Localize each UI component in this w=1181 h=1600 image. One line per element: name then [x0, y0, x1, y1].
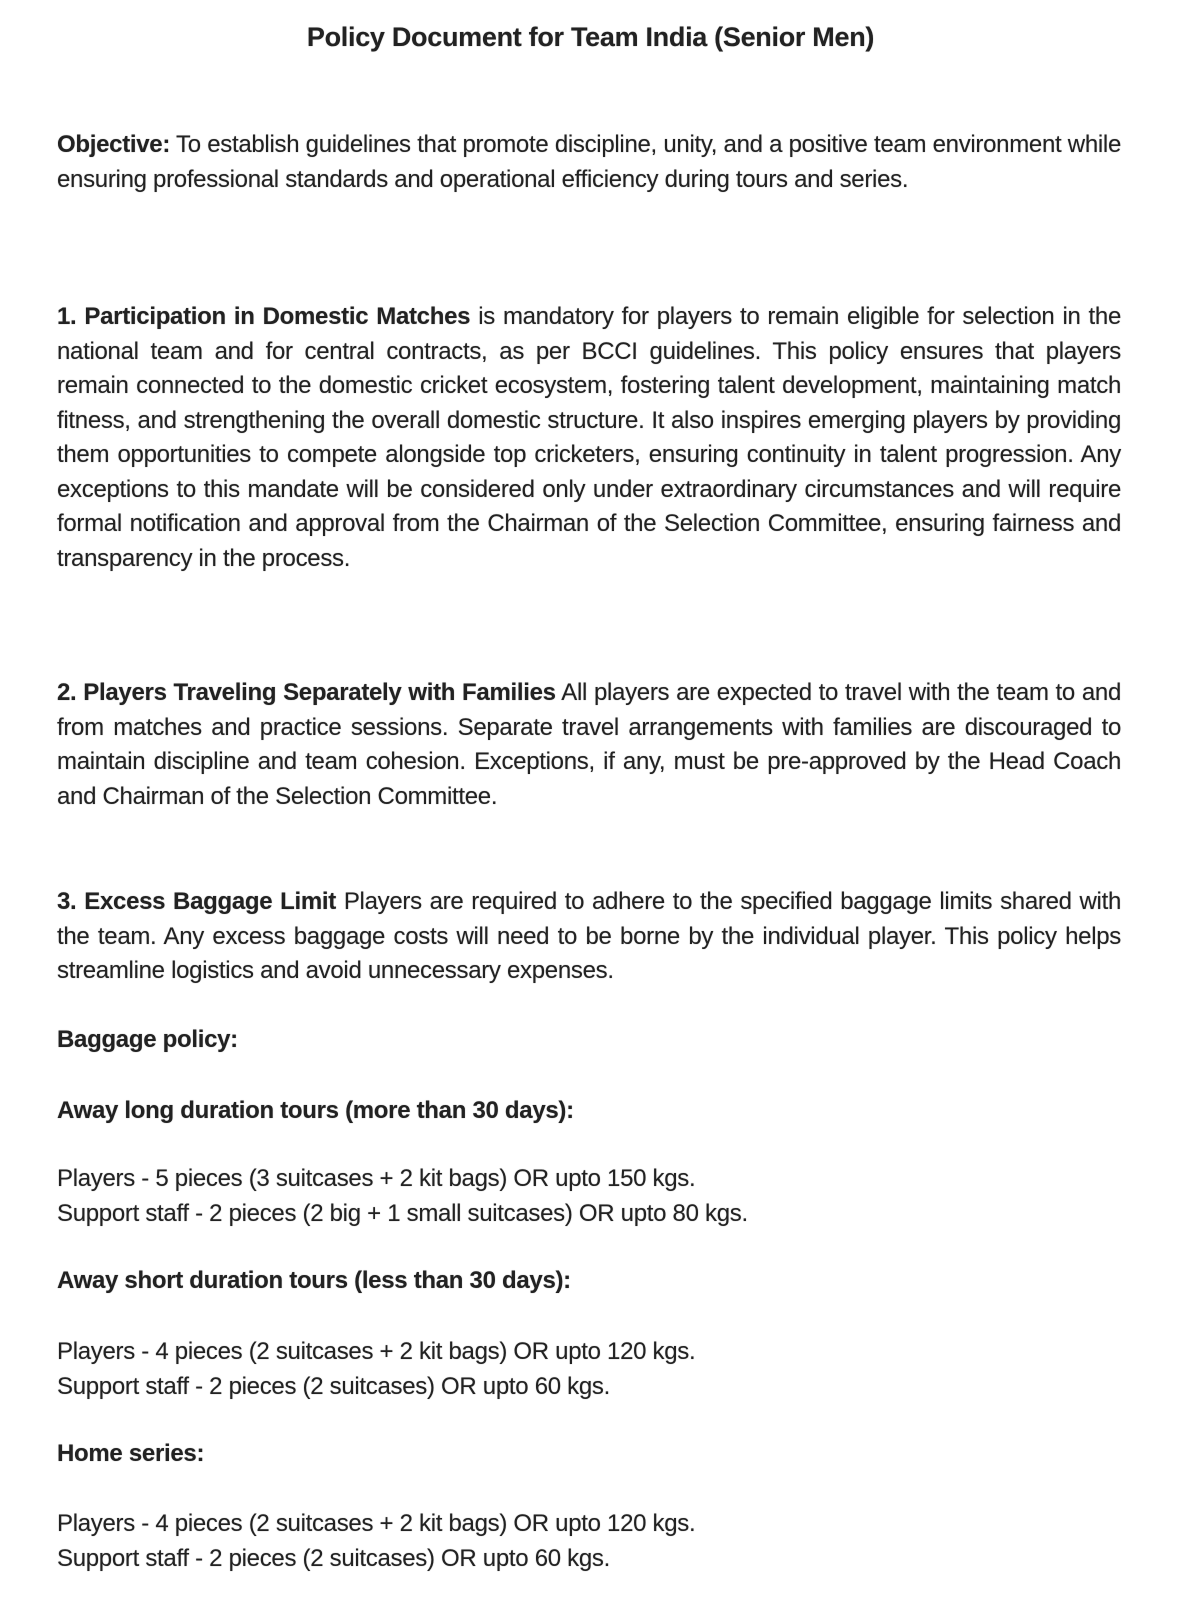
- section-2-paragraph: [57, 676, 1121, 814]
- objective-text: To establish guidelines that promote discipline, unity, and a positive team environment while ensuring professional standards and operational efficiency during tours and series.: [57, 131, 1121, 193]
- section-1-heading: 1. Participation in Domestic Matches: [57, 303, 471, 330]
- objective-paragraph: [57, 128, 1121, 197]
- section-3-heading: 3. Excess Baggage Limit: [57, 888, 336, 915]
- away-short-tours-heading: Away short duration tours (less than 30 days):: [57, 1267, 571, 1294]
- section-2-heading: 2. Players Traveling Separately with Families: [57, 679, 556, 706]
- objective-label: Objective:: [57, 131, 171, 158]
- away-long-tours-lines: [57, 1162, 1121, 1231]
- away-short-support-staff-line: Support staff - 2 pieces (2 suitcases) OR upto 60 kgs.: [57, 1372, 610, 1400]
- away-long-players-line: Players - 5 pieces (3 suitcases + 2 kit bags) OR upto 150 kgs.: [57, 1165, 696, 1192]
- away-long-tours-heading: Away long duration tours (more than 30 days):: [57, 1097, 574, 1124]
- home-series-support-staff-line: Support staff - 2 pieces (2 suitcases) OR upto 60 kgs.: [57, 1544, 610, 1572]
- away-short-tours-lines: [57, 1335, 1121, 1404]
- home-series-heading: Home series:: [57, 1440, 205, 1467]
- home-series-lines: [57, 1507, 1121, 1576]
- away-long-support-staff-line: Support staff - 2 pieces (2 big + 1 small suitcases) OR upto 80 kgs.: [57, 1199, 748, 1227]
- section-3-text: Players are required to adhere to the specified baggage limits shared with the team. Any excess baggage costs will need to be borne by the individual player. This policy helps streamline logistics and avoid unnecessary expenses.: [57, 888, 1121, 984]
- document-title: Policy Document for Team India (Senior Men): [306, 22, 875, 52]
- section-2-text: All players are expected to travel with the team to and from matches and practice sessions. Separate travel arrangements with families are discouraged to maintain discipline and team cohesion. Exceptions, if any, must be pre-approved by the Head Coach and Chairman of the Selection Committee.: [57, 679, 1121, 810]
- away-short-players-line: Players - 4 pieces (2 suitcases + 2 kit bags) OR upto 120 kgs.: [57, 1338, 696, 1365]
- baggage-policy-heading: Baggage policy:: [57, 1026, 238, 1053]
- section-1-text: is mandatory for players to remain eligible for selection in the national team and for central contracts, as per BCCI guidelines. This policy ensures that players remain connected to the domestic cricket ecosystem, fostering talent development, maintaining match fitness, and strengthening the overall domestic structure. It also inspires emerging players by providing them opportunities to compete alongside top cricketers, ensuring continuity in talent progression. Any exceptions to this mandate will be considered only under extraordinary circumstances and will require formal notification and approval from the Chairman of the Selection Committee, ensuring fairness and transparency in the process.: [57, 303, 1121, 572]
- section-1-paragraph: [57, 300, 1121, 576]
- home-series-players-line: Players - 4 pieces (2 suitcases + 2 kit bags) OR upto 120 kgs.: [57, 1510, 696, 1537]
- section-3-paragraph: [57, 885, 1121, 989]
